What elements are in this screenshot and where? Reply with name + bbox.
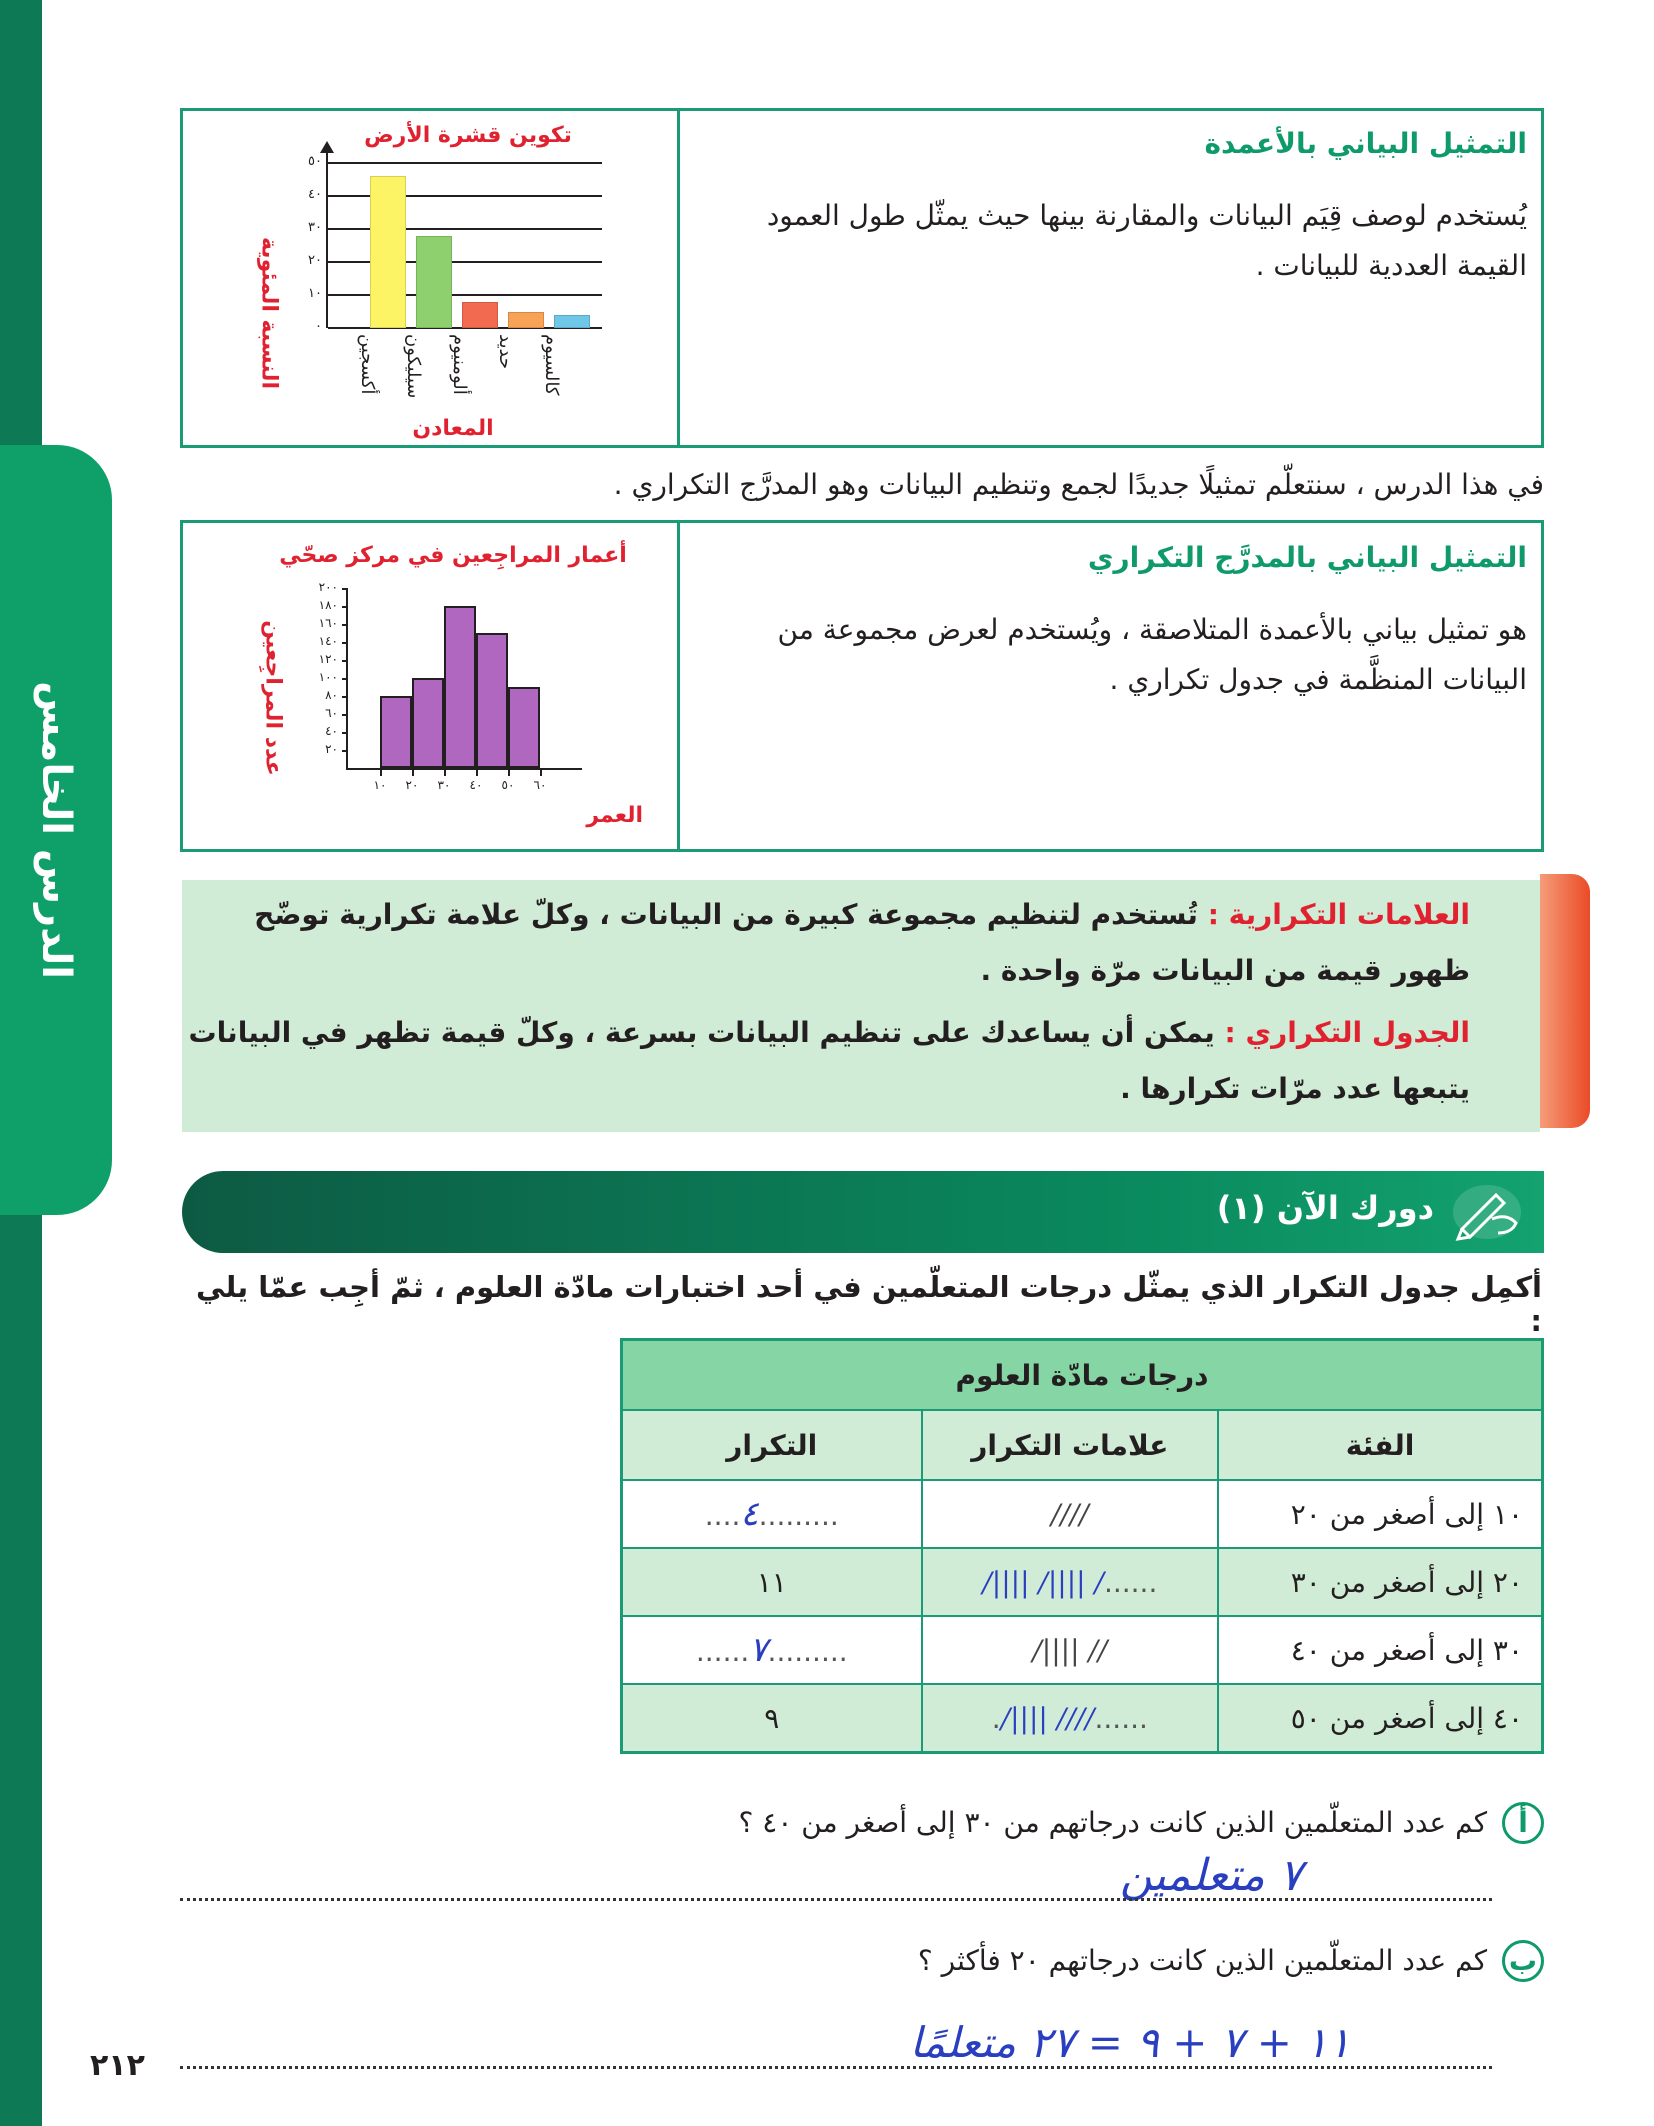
freq-definition-line2: يتبعها عدد مرّات تكرارها . [1120,1072,1470,1105]
frequency-cell[interactable]: .........٧...... [622,1616,922,1684]
tally-cell: // ||||/ [922,1616,1219,1684]
answer-b[interactable]: ١١ + ٧ + ٩ = ٢٧ متعلمًا [909,2018,1351,2067]
x-tick [412,768,414,776]
your-turn-banner [182,1171,1544,1253]
y-tick-label: ٢٠ [308,253,322,268]
x-tick [380,768,382,776]
table-row [622,1684,1543,1753]
x-tick [508,768,510,776]
bar-graph-title: التمثيل البياني بالأعمدة [1204,127,1527,160]
bar [416,236,452,328]
histogram-bar [444,606,476,768]
class-cell: ٤٠ إلى أصغر من ٥٠ [1218,1684,1542,1753]
y-tick-label: ١٦٠ [318,616,338,630]
question-letter-badge: أ [1502,1802,1544,1844]
answer-a[interactable]: ٧ متعلمين [1120,1850,1303,1901]
histogram-bar [476,633,508,768]
histogram-bar [508,687,540,768]
question-letter-badge: ب [1502,1940,1544,1982]
bar [554,315,590,328]
y-axis-line [346,588,348,768]
y-tick-label: ٤٠ [308,187,322,202]
frequency-cell[interactable]: .........٤.... [622,1480,922,1548]
note-accent-bar [1540,874,1590,1128]
tally-definition-line2: ظهور قيمة من البيانات مرّة واحدة . [980,954,1470,987]
x-tick-label: ٢٠ [405,778,419,792]
y-tick-label: ٥٠ [308,154,322,169]
x-axis-label: المعادن [412,416,494,441]
page-number: ٢١٢ [90,2048,145,2083]
histogram-description: هو تمثيل بياني بالأعمدة المتلاصقة ، ويُستخدم لعرض مجموعة من البيانات المنظَّمة في جدول تكراري . [777,613,1527,696]
y-axis-line [326,149,328,328]
question-text: كم عدد المتعلّمين الذين كانت درجاتهم من ٣٠ إلى أصغر من ٤٠ ؟ [738,1806,1488,1839]
box-divider [677,523,680,849]
y-tick-label: ٢٠ [325,742,338,756]
x-tick [476,768,478,776]
x-tick-label: ٥٠ [501,778,515,792]
tally-text: تُستخدم لتنظيم مجموعة كبيرة من البيانات ، وكلّ علامة تكرارية توضّح [254,898,1198,931]
header-frequency: التكرار [622,1410,922,1480]
y-tick-label: ٨٠ [325,688,338,702]
y-tick-label: ٠ [315,319,322,334]
plot-area: ٠ ١٠ ٢٠ ٣٠ ٤٠ ٥٠ أكسجين سيليكون ألومنيوم حديد كالسيوم [328,163,618,328]
x-tick-label: ٤٠ [469,778,483,792]
histogram-title: التمثيل البياني بالمدرَّج التكراري [1087,541,1527,574]
x-tick-label: ١٠ [373,778,387,792]
ages-histogram: أعمار المراجِعين في مركز صحّي عدد المراجِعين ٢٠ ٤٠ ٦٠ ٨٠ ١٠٠ ١٢٠ ١٤٠ ١٦٠ ١٨٠ ٢٠٠ ١٠ ٢٠ ٣٠ ٤٠ ٥٠ ٦٠ العمر [183,523,677,855]
frequency-cell: ١١ [622,1548,922,1616]
crust-chart: تكوين قشرة الأرض النسبة المئوية ٠ ١٠ ٢٠ ٣٠ ٤٠ ٥٠ أكسجين سيليكون ألومنيوم حديد كالسيوم المعادن [183,111,677,451]
y-axis-arrow [320,141,334,153]
intro-line: في هذا الدرس ، سنتعلّم تمثيلًا جديدًا لجمع وتنظيم البيانات وهو المدرَّج التكراري . [613,468,1544,501]
bar-graph-box [180,108,1544,448]
question-b [184,1940,1544,1982]
x-tick [444,768,446,776]
pencil-hand-icon [1452,1183,1522,1241]
x-axis-label: العمر [586,803,643,828]
question-text: كم عدد المتعلّمين الذين كانت درجاتهم ٢٠ فأكثر ؟ [917,1944,1488,1977]
bar [508,312,544,329]
table-title: درجات مادّة العلوم [622,1340,1543,1411]
header-class: الفئة [1218,1410,1542,1480]
y-tick-label: ١٢٠ [318,652,338,666]
tally-term: العلامات التكرارية : [1207,898,1470,931]
y-tick-label: ٤٠ [325,724,338,738]
bar [370,176,406,328]
y-tick-label: ١٠ [308,286,322,301]
class-cell: ٣٠ إلى أصغر من ٤٠ [1218,1616,1542,1684]
tally-cell: //// [922,1480,1219,1548]
answer-line [180,1898,1492,1901]
histogram-bar [412,678,444,768]
your-turn-label: دورك الآن (١) [1216,1189,1434,1227]
x-tick [540,768,542,776]
table-row [622,1616,1543,1684]
frequency-table [620,1338,1544,1754]
freq-definition-line1 [189,1016,1470,1049]
header-tally: علامات التكرار [922,1410,1219,1480]
box-divider [677,111,680,445]
x-tick-label: ٦٠ [533,778,547,792]
frequency-cell: ٩ [622,1684,922,1753]
histogram-box [180,520,1544,852]
chart-title: أعمار المراجِعين في مركز صحّي [279,543,627,568]
answer-line [180,2066,1492,2069]
y-tick-label: ١٨٠ [318,598,338,612]
y-tick-label: ٣٠ [308,220,322,235]
class-cell: ١٠ إلى أصغر من ٢٠ [1218,1480,1542,1548]
y-tick-label: ١٤٠ [318,634,338,648]
tally-cell[interactable]: ......//// ||||/. [922,1684,1219,1753]
gridline [328,162,602,164]
y-tick-label: ١٠٠ [318,670,338,684]
y-tick-label: ٢٠٠ [318,580,338,594]
freq-table-term: الجدول التكراري : [1224,1016,1470,1049]
exercise-prompt: أكمِل جدول التكرار الذي يمثّل درجات المتعلّمين في أحد اختبارات مادّة العلوم ، ثمّ أجِب عمّا يلي : [196,1270,1542,1338]
bar-graph-description: يُستخدم لوصف قِيَم البيانات والمقارنة بينها حيث يمثّل طول العمود القيمة العددية للبيانات . [766,199,1527,282]
class-cell: ٢٠ إلى أصغر من ٣٠ [1218,1548,1542,1616]
bar [462,302,498,328]
definitions-note [182,880,1540,1132]
tally-definition-line1 [254,898,1470,931]
histogram-bar [380,696,412,768]
x-tick-label: ٣٠ [437,778,451,792]
table-row [622,1480,1543,1548]
freq-text: يمكن أن يساعدك على تنظيم البيانات بسرعة ، وكلّ قيمة تظهر في البيانات [188,1016,1215,1049]
y-tick-label: ٦٠ [325,706,338,720]
table-row [622,1548,1543,1616]
tally-cell[interactable]: ....../ ||||/ ||||/ [922,1548,1219,1616]
chart-title: تكوين قشرة الأرض [364,123,572,148]
question-a [184,1802,1544,1844]
